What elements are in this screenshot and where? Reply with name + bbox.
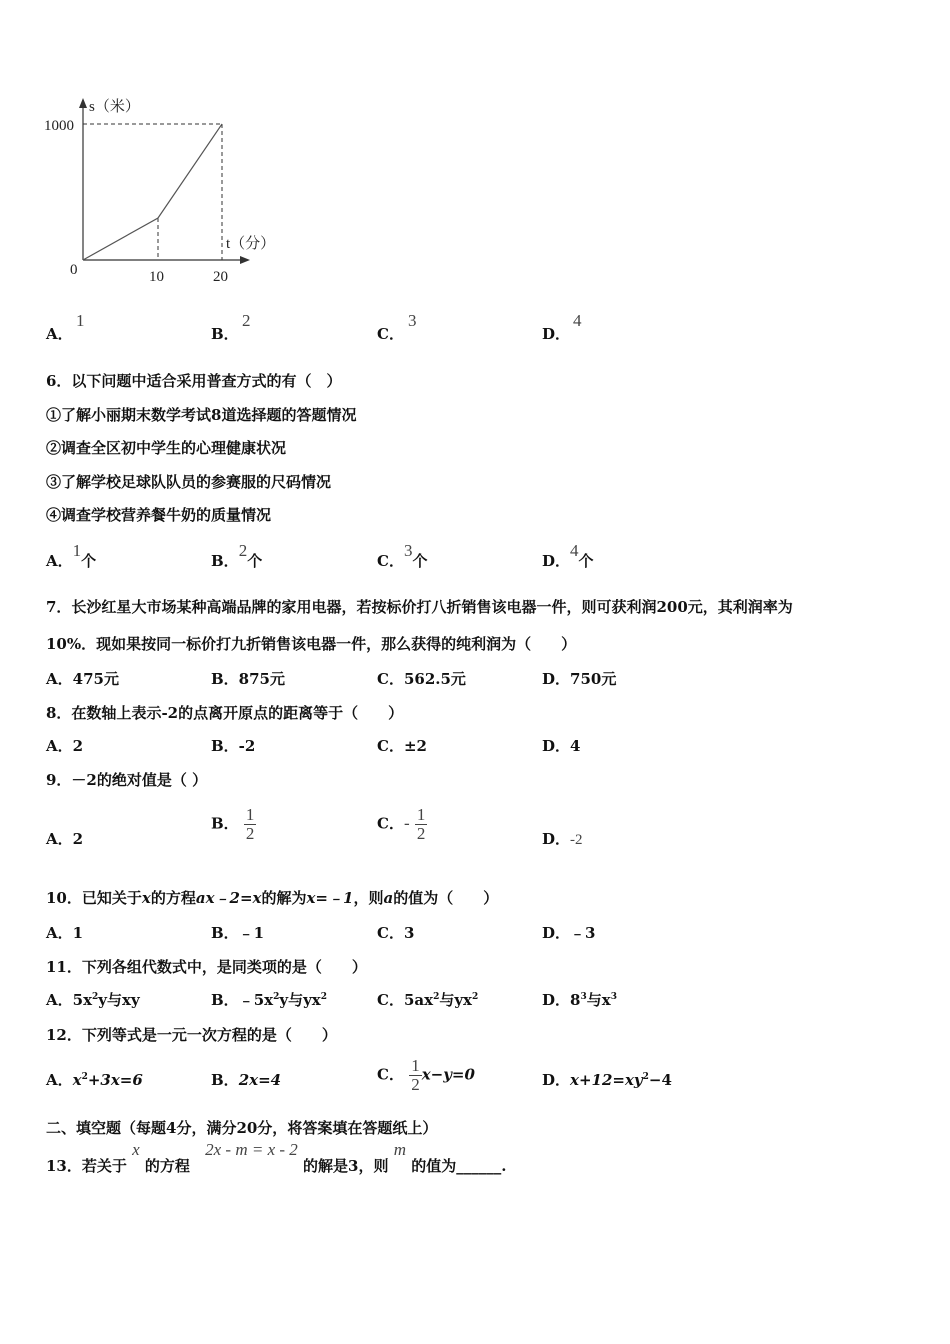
q5-option-d-value: 4 xyxy=(573,311,582,330)
q5-option-d[interactable]: D． xyxy=(542,325,571,343)
y-tick-1000: 1000 xyxy=(44,118,74,134)
q10-option-c[interactable]: C．3 xyxy=(377,924,415,942)
q6-item-2: ②调查全区初中学生的心理健康状况 xyxy=(46,439,287,457)
q7-stem-line2: 10%．现如果按同一标价打九折销售该电器一件，那么获得的纯利润为（ ） xyxy=(46,635,577,653)
q5-option-b[interactable]: B． xyxy=(211,325,239,343)
q8-option-d[interactable]: D．4 xyxy=(542,737,581,755)
q5-option-a-value: 1 xyxy=(76,311,85,330)
q7-option-b[interactable]: B．875元 xyxy=(211,670,285,688)
q6-stem: 6．以下问题中适合采用普查方式的有（ ） xyxy=(46,372,342,390)
q11-option-a[interactable]: A．$5x^2y$与xy xyxy=(46,991,140,1009)
q6-option-b[interactable]: B．2个 xyxy=(211,541,263,570)
x-tick-10: 10 xyxy=(149,269,164,285)
fraction-one-half: $\frac{1}{2}$ xyxy=(416,805,426,843)
fraction-one-half: $\frac{1}{2}$ xyxy=(245,805,255,843)
q10-option-a[interactable]: A．1 xyxy=(46,924,84,942)
q8-stem: 8．在数轴上表示-2的点离开原点的距离等于（ ） xyxy=(46,704,404,722)
q12-stem: 12．下列等式是一元一次方程的是（ ） xyxy=(46,1026,337,1044)
distance-time-graph xyxy=(30,90,290,290)
q11-option-c[interactable]: C．$5ax^2$与$yx^2$ xyxy=(377,991,479,1009)
q12-option-a[interactable]: A．$x^2+3x=6$ xyxy=(46,1071,143,1089)
q8-option-c[interactable]: C．±2 xyxy=(377,737,427,755)
q6-item-4: ④调查学校营养餐牛奶的质量情况 xyxy=(46,506,272,524)
y-axis-arrow xyxy=(79,98,87,108)
q9-option-b[interactable]: B． $\frac{1}{2}$ xyxy=(211,805,255,843)
q9-stem: 9．－2的绝对值是（ ） xyxy=(46,771,208,789)
q5-option-b-value: 2 xyxy=(242,311,251,330)
q11-option-b[interactable]: B．$﹣5x^2y$与$yx^2$ xyxy=(211,991,328,1009)
x-tick-20: 20 xyxy=(213,269,228,285)
q7-option-d[interactable]: D．750元 xyxy=(542,670,617,688)
q11-option-d[interactable]: D．$8^3$与$x^3$ xyxy=(542,991,617,1009)
x-axis-arrow xyxy=(240,256,250,264)
q10-option-b[interactable]: B．﹣1 xyxy=(211,924,265,942)
distance-line xyxy=(83,124,222,260)
q6-option-c[interactable]: C．3个 xyxy=(377,541,428,570)
q7-option-c[interactable]: C．562.5元 xyxy=(377,670,466,688)
q7-option-a[interactable]: A．475元 xyxy=(46,670,119,688)
q9-option-d[interactable]: D．-2 xyxy=(542,830,583,848)
y-axis-label: s（米） xyxy=(89,99,140,115)
q13-stem: 13．若关于 x 的方程 2x - m = x - 2 的解是3，则 m 的值为______. xyxy=(46,1140,507,1175)
q8-option-a[interactable]: A．2 xyxy=(46,737,84,755)
q11-stem: 11．下列各组代数式中，是同类项的是（ ） xyxy=(46,958,367,976)
q12-option-d[interactable]: D．$x+12=xy^2-4$ xyxy=(542,1071,672,1089)
q10-option-d[interactable]: D．﹣3 xyxy=(542,924,596,942)
q5-option-c-value: 3 xyxy=(408,311,417,330)
q5-option-a[interactable]: A． xyxy=(46,325,73,343)
section-fill-in-heading: 二、填空题（每题4分，满分20分，将答案填在答题纸上） xyxy=(46,1119,438,1137)
q10-stem: 10．已知关于x的方程ax﹣2=x的解为x=﹣1，则a的值为（ ） xyxy=(46,889,499,907)
q8-option-b[interactable]: B．-2 xyxy=(211,737,256,755)
q6-item-1: ①了解小丽期末数学考试8道选择题的答题情况 xyxy=(46,406,357,424)
q6-option-a[interactable]: A．1个 xyxy=(46,541,97,570)
q12-option-b[interactable]: B．2x=4 xyxy=(211,1071,282,1089)
q9-option-a[interactable]: A．2 xyxy=(46,830,84,848)
q6-item-3: ③了解学校足球队队员的参赛服的尺码情况 xyxy=(46,473,332,491)
q5-option-c[interactable]: C． xyxy=(377,325,404,343)
origin-label: 0 xyxy=(70,262,78,278)
x-axis-label: t（分） xyxy=(226,236,276,252)
fraction-one-half: $\frac{1}{2}$ xyxy=(411,1056,420,1094)
q7-stem-line1: 7．长沙红星大市场某种高端品牌的家用电器，若按标价打八折销售该电器一件，则可获利润200元，其利润率为 xyxy=(46,598,793,616)
q6-option-d[interactable]: D．4个 xyxy=(542,541,594,570)
q12-option-c[interactable]: C． $\frac{1}{2}$ x−y=0 xyxy=(377,1056,475,1094)
q9-option-c[interactable]: C．- $\frac{1}{2}$ xyxy=(377,805,426,843)
